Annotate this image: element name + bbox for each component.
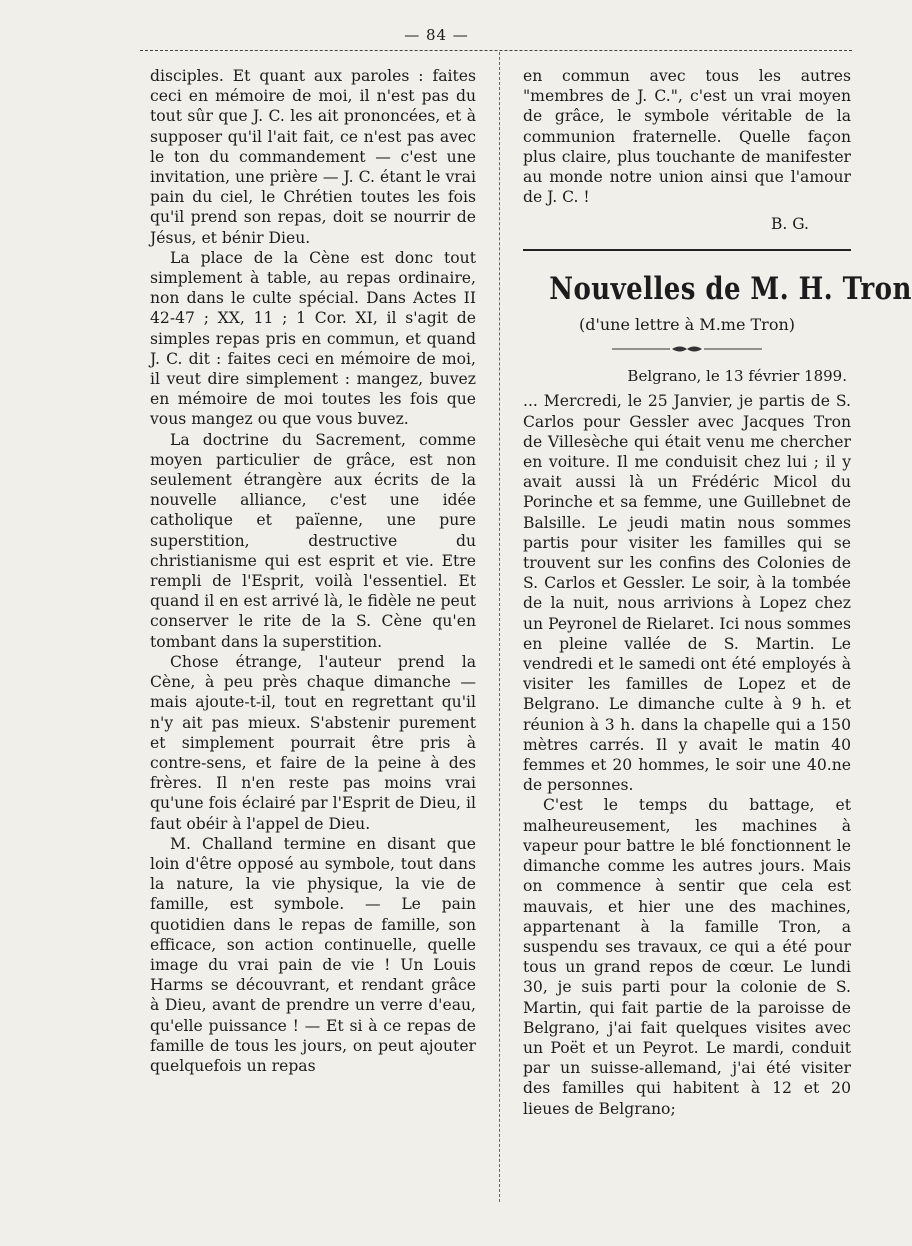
section-rule <box>523 249 851 251</box>
paragraph: ... Mercredi, le 25 Janvier, je partis de S. Carlos pour Gessler avec Jacques Tron de Villesèche qui était venu me chercher en voiture. Il me conduisit chez lui ; il y avait aussi là un Frédéric Micol du Porinche et sa femme, une Guillebnet de Balsille. Le jeudi matin nous sommes partis pour visiter les familles qui se trouvent sur les confins des Colonies de S. Carlos et Gessler. Le soir, à la tombée de la nuit, nous arrivions à Lopez chez un Peyronel de Rielaret. Ici nous sommes en pleine vallée de S. Martin. Le vendredi et le samedi ont été employés à visiter les familles de Lopez et de Belgrano. Le dimanche culte à 9 h. et réunion à 3 h. dans la chapelle qui a 150 mètres carrés. Il y avait le matin 40 femmes et 20 hommes, le soir une 40.ne de personnes. <box>523 392 851 795</box>
page-number: — 84 — <box>404 26 469 44</box>
paragraph: La doctrine du Sacrement, comme moyen particulier de grâce, est non seulement étrangère aux écrits de la nouvelle alliance, c'est une idée catholique et païenne, une pure superstition, destructive du christianisme qui est esprit et vie. Etre rempli de l'Esprit, voilà l'essentiel. Et quand il en est arrivé là, le fidèle ne peut conserver le rite de la S. Cène qu'en tombant dans la superstition. <box>150 430 477 651</box>
dateline: Belgrano, le 13 février 1899. <box>627 367 847 386</box>
paragraph: Chose étrange, l'auteur prend la Cène, à peu près chaque dimanche — mais ajoute-t-il, tout en regrettant qu'il n'y ait pas mieux. S'abstenir purement et simplement pourrait être pris à contre-sens, et faire de la peine à des frères. Il n'en reste pas moins vrai qu'une fois éclairé par l'Esprit de Dieu, il faut obéir à l'appel de Dieu. <box>150 652 476 833</box>
right-column <box>523 66 912 1119</box>
column-divider <box>499 52 500 1202</box>
left-column <box>150 66 476 1076</box>
paragraph: La place de la Cène est donc tout simplement à table, au repas ordinaire, non dans le culte spécial. Dans Actes II 42-47 ; XX, 11 ; 1 Cor. XI, il s'agit de simples repas pris en commun, et quand J. C. dit : faites ceci en mémoire de moi, il veut dire simplement : mangez, buvez en mémoire de moi toutes les fois que vous mangez ou que vous buvez. <box>150 248 476 429</box>
paragraph: M. Challand termine en disant que loin d'être opposé au symbole, tout dans la nature, la vie physique, la vie de famille, est symbole. — Le pain quotidien dans le repas de famille, son efficace, son action continuelle, quelle image du vrai pain de vie ! Un Louis Harms se découvrant, et rendant grâce à Dieu, avant de prendre un verre d'eau, qu'elle puissance ! — Et si à ce repas de famille de tous les jours, on peut ajouter quelquefois un repas <box>150 834 476 1075</box>
section-title: Nouvelles de M. H. Tron <box>549 271 912 308</box>
section-subtitle: (d'une lettre à M.me Tron) <box>578 315 795 335</box>
paragraph: en commun avec tous les autres "membres de J. C.", c'est un vrai moyen de grâce, le symbole véritable de la communion fraternelle. Quelle façon plus claire, plus touchante de manifester au monde notre union ainsi que l'amour de J. C. ! <box>523 67 851 207</box>
ornament-icon <box>612 344 762 354</box>
ornament-divider <box>523 343 851 357</box>
top-rule <box>140 50 852 51</box>
signature: B. G. <box>770 215 809 234</box>
paragraph: C'est le temps du battage, et malheureusement, les machines à vapeur pour battre le blé fonctionnent le dimanche comme les autres jours. Mais on commence à sentir que cela est mauvais, et hier une des machines, appartenant à la famille Tron, a suspendu ses travaux, ce qui a été pour tous un grand repos de cœur. Le lundi 30, je suis parti pour la colonie de S. Martin, qui fait partie de la paroisse de Belgrano, j'ai fait quelques visites avec un Poët et un Peyrot. Le mardi, conduit par un suisse-allemand, j'ai été visiter des familles qui habitent à 12 et 20 lieues de Belgrano; <box>523 796 851 1118</box>
paragraph: disciples. Et quant aux paroles : faites ceci en mémoire de moi, il n'est pas du tout sûr que J. C. les ait prononcées, et à supposer qu'il l'ait fait, ce n'est pas avec le ton du commandement — c'est une invitation, une prière — J. C. étant le vrai pain du ciel, le Chrétien toutes les fois qu'il prend son repas, doit se nourrir de Jésus, et bénir Dieu. <box>150 67 476 247</box>
